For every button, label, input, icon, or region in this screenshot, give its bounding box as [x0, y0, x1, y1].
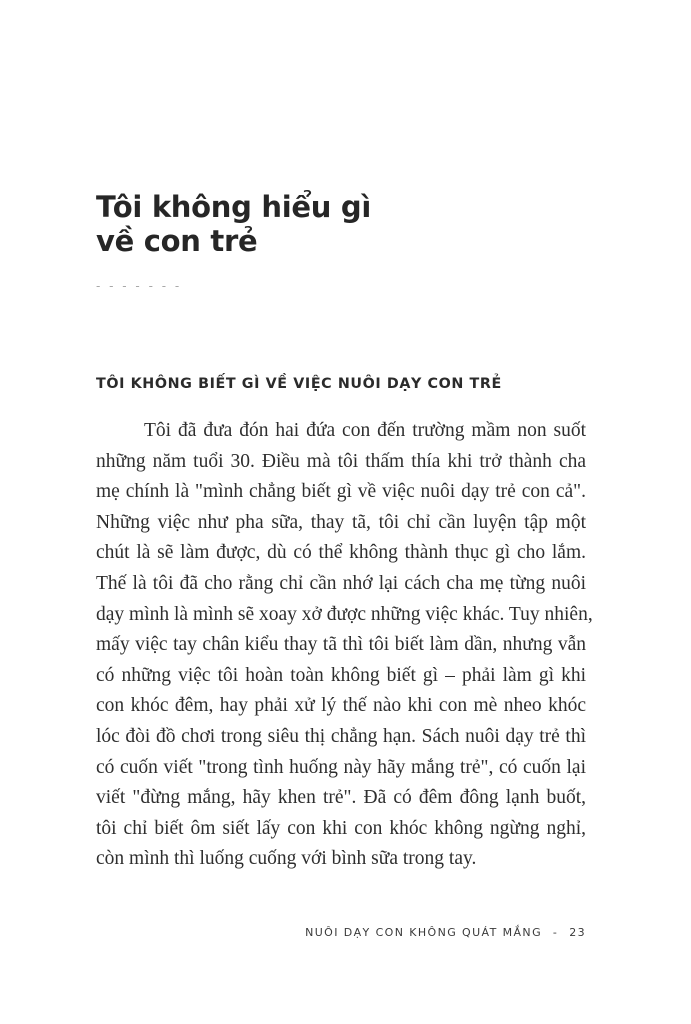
paragraph-line: con khóc đêm, hay phải xử lý thế nào khi con mè nheo khóc: [96, 695, 586, 717]
paragraph-line: mẹ chính là "mình chẳng biết gì về việc nuôi dạy trẻ con cả".: [96, 481, 586, 503]
chapter-title-line: về con trẻ: [96, 224, 258, 258]
paragraph-line: mấy việc tay chân kiểu thay tã thì tôi biết làm dần, nhưng vẫn: [96, 634, 586, 656]
body-paragraph: [96, 416, 593, 875]
paragraph-line: có cuốn viết "trong tình huống này hãy mắng trẻ", có cuốn lại: [96, 756, 586, 778]
chapter-title-line: Tôi không hiểu gì: [96, 190, 371, 224]
paragraph-line: có những việc tôi hoàn toàn không biết gì – phải làm gì khi: [96, 664, 586, 686]
paragraph-line: những năm tuổi 30. Điều mà tôi thấm thía khi trở thành cha: [96, 450, 586, 472]
paragraph-line: lóc đòi đồ chơi trong siêu thị chẳng hạn. Sách nuôi dạy trẻ thì: [96, 725, 586, 747]
paragraph-line: Thế là tôi đã cho rằng chỉ cần nhớ lại cách cha mẹ từng nuôi: [96, 572, 586, 594]
paragraph-line: còn mình thì luống cuống với bình sữa trong tay.: [96, 848, 477, 870]
section-heading: TÔI KHÔNG BIẾT GÌ VỀ VIỆC NUÔI DẠY CON TRẺ: [96, 376, 502, 392]
footer-separator: -: [552, 926, 559, 939]
footer-book-title: NUÔI DẠY CON KHÔNG QUÁT MẮNG: [305, 926, 542, 939]
paragraph-line: tôi chỉ biết ôm siết lấy con khi con khóc không ngừng nghỉ,: [96, 817, 586, 839]
running-footer: [305, 926, 586, 939]
paragraph-line: chút là sẽ làm được, dù có thể không thành thục gì cho lắm.: [96, 542, 586, 564]
paragraph-line: Những việc như pha sữa, thay tã, tôi chỉ cần luyện tập một: [96, 511, 586, 533]
page-number: 23: [569, 926, 586, 939]
paragraph-line: dạy mình là mình sẽ xoay xở được những việc khác. Tuy nhiên,: [96, 603, 593, 625]
paragraph-line: viết "đừng mắng, hãy khen trẻ". Đã có đêm đông lạnh buốt,: [96, 787, 586, 809]
title-divider: - - - - - - -: [96, 279, 182, 293]
chapter-title: [96, 190, 371, 258]
paragraph-line: Tôi đã đưa đón hai đứa con đến trường mầm non suốt: [144, 420, 586, 441]
